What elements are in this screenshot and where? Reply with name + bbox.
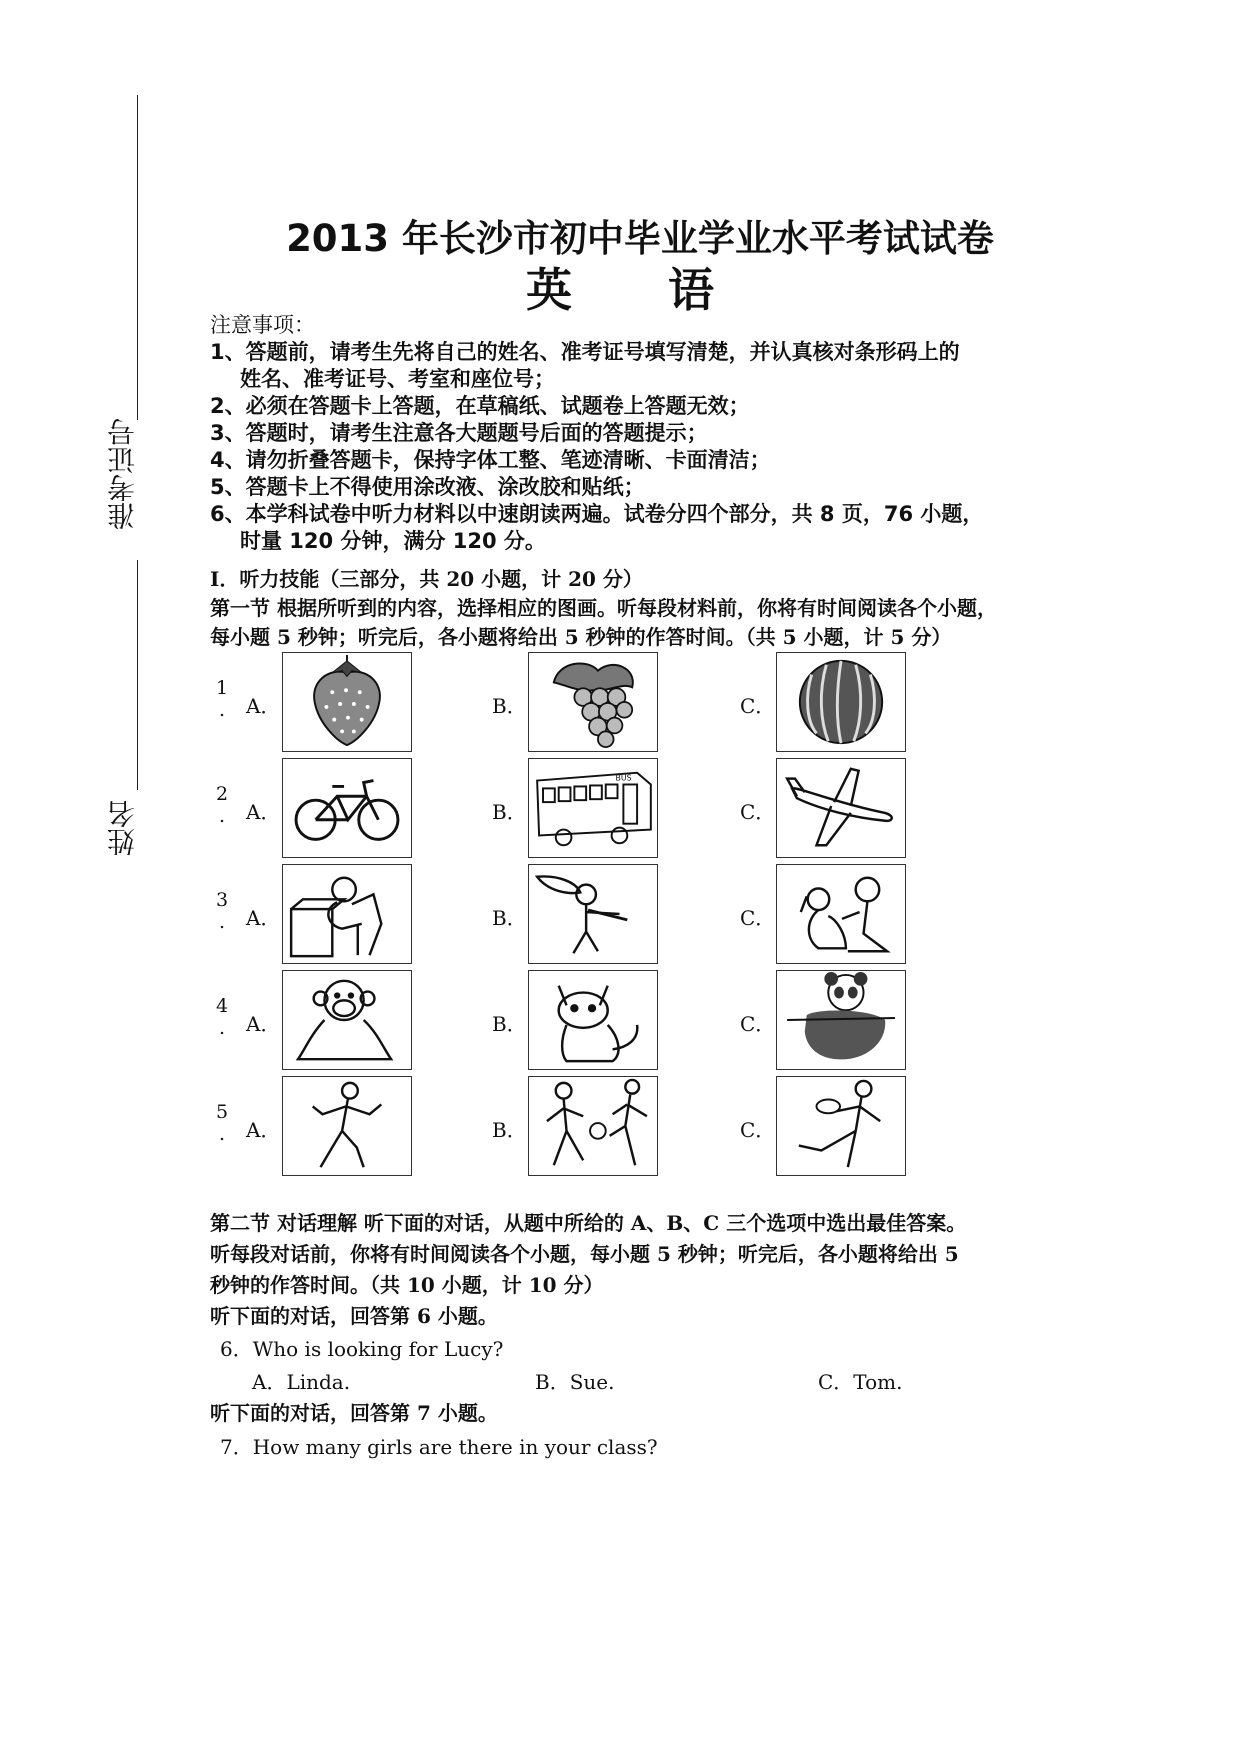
exam-id-label: 准考证号 (106, 418, 139, 530)
section1-instructions: 第一节 根据所听到的内容，选择相应的图画。听每段材料前，你将有时间阅读各个小题， (210, 596, 997, 620)
section2-instructions: 秒钟的作答时间。（共 10 小题，计 10 分） (210, 1273, 604, 1297)
option-label: B． (492, 906, 527, 930)
option-label: B． (492, 1118, 527, 1142)
boy-flute-icon[interactable] (528, 864, 658, 964)
airplane-icon[interactable] (776, 758, 906, 858)
runner-icon[interactable] (282, 1076, 412, 1176)
rugby-player-icon[interactable] (776, 1076, 906, 1176)
cat-icon[interactable] (528, 970, 658, 1070)
name-label: 姓名 (106, 800, 139, 856)
notice-line: 姓名、准考证号、考室和座位号； (240, 367, 555, 391)
monkey-icon[interactable] (282, 970, 412, 1070)
question-number: 1 . (215, 677, 229, 721)
strawberry-icon[interactable] (282, 652, 412, 752)
question-7: 7．How many girls are there in your class? (220, 1435, 658, 1459)
question-6: 6．Who is looking for Lucy? (220, 1337, 504, 1361)
option-label: B． (492, 1012, 527, 1036)
notice-line: 5、答题卡上不得使用涂改液、涂改胶和贴纸； (210, 475, 645, 499)
panda-icon[interactable] (776, 970, 906, 1070)
question-number: 5 . (215, 1101, 229, 1145)
bicycle-icon[interactable] (282, 758, 412, 858)
section1-instructions: 每小题 5 秒钟；听完后，各小题将给出 5 秒钟的作答时间。（共 5 小题，计 5 分） (210, 625, 952, 649)
q6-prompt: 听下面的对话，回答第 6 小题。 (210, 1304, 498, 1328)
notice-line: 3、答题时，请考生注意各大题题号后面的答题提示； (210, 421, 708, 445)
grapes-icon[interactable] (528, 652, 658, 752)
option-label: C． (740, 906, 776, 930)
binding-line-top (137, 95, 138, 420)
notice-line: 1、答题前，请考生先将自己的姓名、准考证号填写清楚，并认真核对条形码上的 (210, 340, 960, 364)
option-label: B． (492, 800, 527, 824)
notice-heading: 注意事项： (210, 313, 315, 337)
option-label: C． (740, 694, 776, 718)
option-label: A． (246, 800, 281, 824)
exam-title: 2013 年长沙市初中毕业学业水平考试试卷 (286, 217, 994, 260)
question-number: 3 . (215, 889, 229, 933)
section2-instructions: 听每段对话前，你将有时间阅读各个小题，每小题 5 秒钟；听完后，各小题将给出 5 (210, 1242, 959, 1266)
option-label: A． (246, 1118, 281, 1142)
q7-prompt: 听下面的对话，回答第 7 小题。 (210, 1401, 498, 1425)
option-label: A． (246, 1012, 281, 1036)
notice-line: 4、请勿折叠答题卡，保持字体工整、笔迹清晰、卡面清洁； (210, 448, 771, 472)
subject-title: 英 语 (525, 263, 754, 317)
option-label: A． (246, 906, 281, 930)
boy-dog-icon[interactable] (776, 864, 906, 964)
section2-instructions: 第二节 对话理解 听下面的对话，从题中所给的 A、B、C 三个选项中选出最佳答案。 (210, 1211, 967, 1235)
option-label: A． (246, 694, 281, 718)
watermelon-icon[interactable] (776, 652, 906, 752)
q6-option-c: C．Tom. (818, 1370, 903, 1394)
notice-line: 时量 120 分钟，满分 120 分。 (240, 529, 546, 553)
option-label: C． (740, 1118, 776, 1142)
question-number: 2 . (215, 783, 229, 827)
notice-line: 2、必须在答题卡上答题，在草稿纸、试题卷上答题无效； (210, 394, 750, 418)
notice-line: 6、本学科试卷中听力材料以中速朗读两遍。试卷分四个部分，共 8 页，76 小题， (210, 502, 984, 526)
part1-heading: I．听力技能（三部分，共 20 小题，计 20 分） (210, 567, 643, 591)
bus-icon[interactable] (528, 758, 658, 858)
exam-id-write-line (137, 560, 138, 790)
question-number: 4 . (215, 995, 229, 1039)
option-label: C． (740, 1012, 776, 1036)
option-label: C． (740, 800, 776, 824)
boy-studying-icon[interactable] (282, 864, 412, 964)
soccer-players-icon[interactable] (528, 1076, 658, 1176)
q6-option-a: A．Linda. (252, 1370, 351, 1394)
option-label: B． (492, 694, 527, 718)
bus-sign: BUS (615, 773, 632, 783)
q6-option-b: B．Sue. (535, 1370, 615, 1394)
